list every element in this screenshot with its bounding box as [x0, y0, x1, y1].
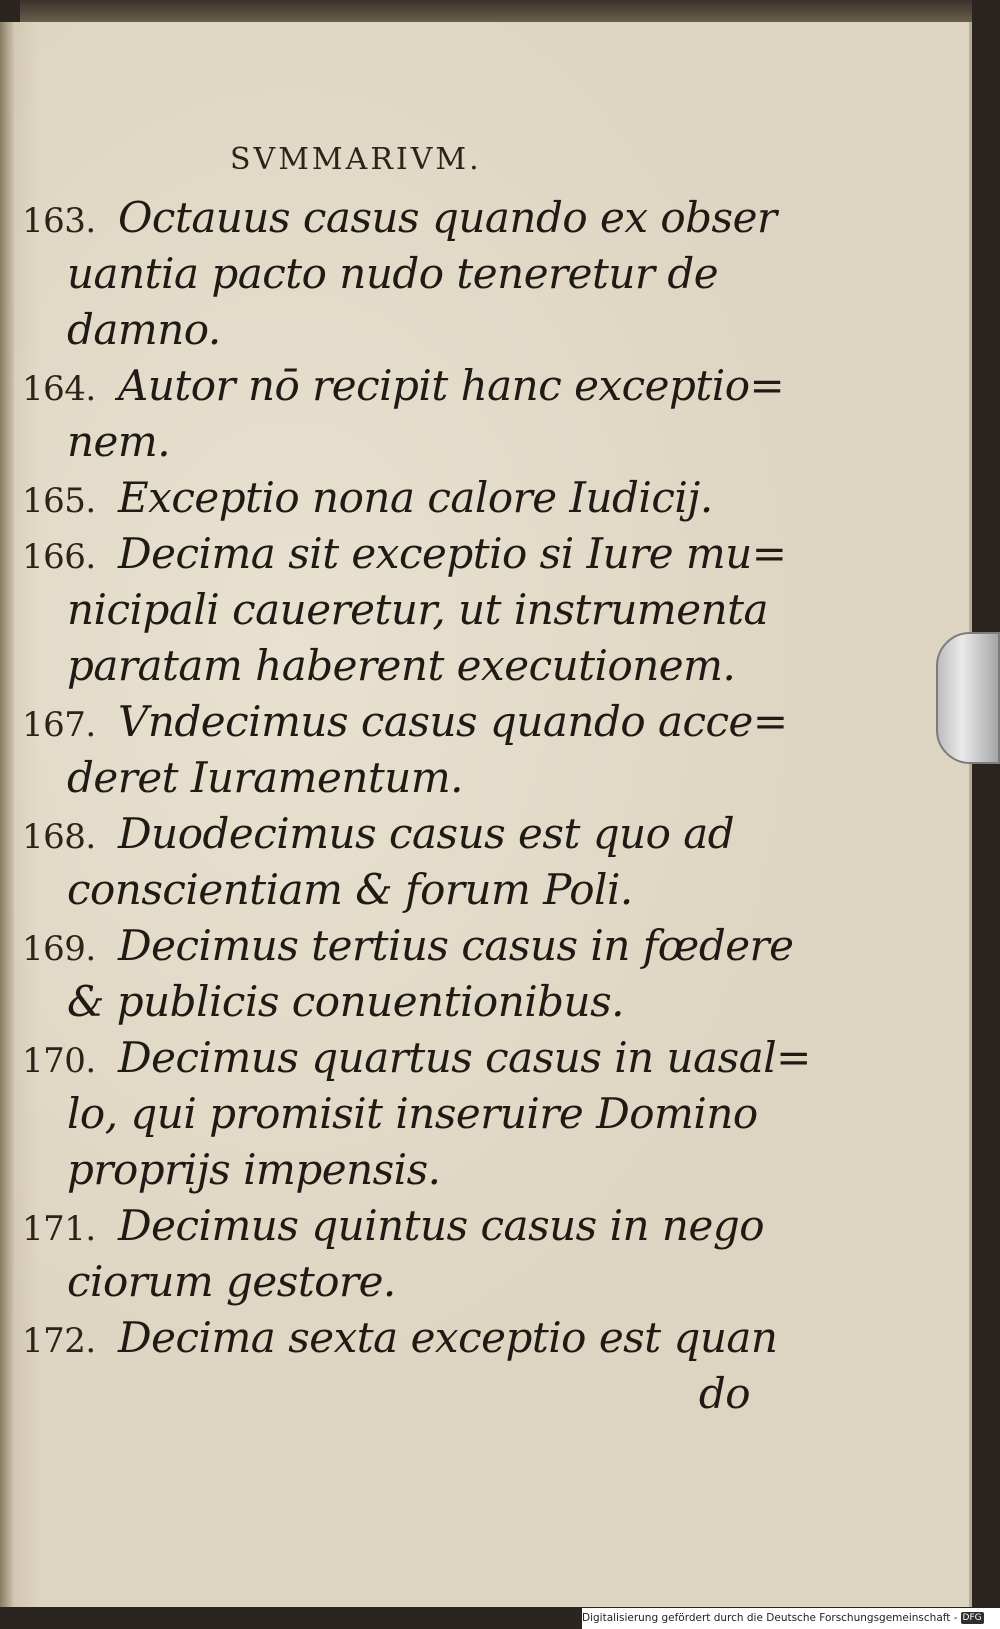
entry-number: 164. — [22, 369, 96, 409]
entry-line — [22, 302, 762, 358]
entry-line — [22, 806, 762, 862]
entry-line — [22, 1254, 762, 1310]
entry-line — [22, 190, 777, 246]
entry-text: Decima sit exceptio si Iure mu= — [118, 529, 787, 578]
running-head: SVMMARIVM. — [230, 142, 482, 177]
entry-text: Vndecimus casus quando acce= — [118, 697, 788, 746]
entry-text: Decimus quartus casus in uasal= — [118, 1033, 811, 1082]
entry-number: 166. — [22, 537, 96, 577]
entry-text: lo, qui promisit inseruire Domino — [67, 1089, 758, 1138]
entry-text: Octauus casus quando ex obser — [118, 193, 777, 242]
entry-line — [22, 974, 762, 1030]
entry-text: conscientiam & forum Poli. — [67, 865, 633, 914]
entry-number: 169. — [22, 929, 96, 969]
entry-line — [22, 1086, 762, 1142]
catchword: do — [698, 1369, 750, 1418]
entry-number: 165. — [22, 481, 96, 521]
summary-entries — [22, 190, 811, 1422]
entry-line — [22, 918, 794, 974]
entry-line — [22, 1310, 778, 1366]
entry-text: nem. — [67, 417, 171, 466]
entry-text: paratam haberent executionem. — [67, 641, 736, 690]
entry-text: Duodecimus casus est quo ad — [118, 809, 735, 858]
entry-line — [22, 862, 762, 918]
page-top-edge — [20, 0, 972, 22]
entry-text: Decima sexta exceptio est quan — [118, 1313, 778, 1362]
book-page — [0, 22, 972, 1607]
dfg-logo-badge: DFG — [962, 1613, 982, 1623]
entry-line — [22, 694, 788, 750]
entry-text: ciorum gestore. — [67, 1257, 396, 1306]
entry-number: 167. — [22, 705, 96, 745]
page-clip-tab — [936, 632, 1000, 764]
catchword-line — [22, 1366, 762, 1422]
entry-number: 172. — [22, 1321, 96, 1361]
entry-text: damno. — [67, 305, 221, 354]
entry-number: 170. — [22, 1041, 96, 1081]
entry-text: Autor nō recipit hanc exceptio= — [118, 361, 785, 410]
entry-number: 163. — [22, 201, 96, 241]
entry-line — [22, 638, 762, 694]
entry-line — [22, 526, 787, 582]
footer-credit-text: Digitalisierung gefördert durch die Deutsche Forschungsgemeinschaft - — [582, 1612, 958, 1624]
page-gutter-shadow — [0, 22, 14, 1607]
entry-text: proprijs impensis. — [67, 1145, 441, 1194]
entry-text: Decimus quintus casus in nego — [118, 1201, 764, 1250]
entry-text: uantia pacto nudo teneretur de — [67, 249, 719, 298]
entry-text: deret Iuramentum. — [67, 753, 463, 802]
entry-line — [22, 582, 769, 638]
entry-text: & publicis conuentionibus. — [67, 977, 625, 1026]
entry-number: 171. — [22, 1209, 96, 1249]
entry-line — [22, 470, 762, 526]
digitization-footer — [582, 1608, 1000, 1629]
entry-line — [22, 414, 762, 470]
entry-line — [22, 358, 785, 414]
entry-line — [22, 1030, 811, 1086]
entry-line — [22, 750, 762, 806]
entry-text: Exceptio nona calore Iudicij. — [118, 473, 713, 522]
entry-line — [22, 1198, 762, 1254]
entry-text: Decimus tertius casus in fœdere — [118, 921, 794, 970]
entry-text: nicipali caueretur, ut instrumenta — [67, 585, 769, 634]
entry-number: 168. — [22, 817, 96, 857]
entry-line — [22, 1142, 762, 1198]
entry-line — [22, 246, 762, 302]
